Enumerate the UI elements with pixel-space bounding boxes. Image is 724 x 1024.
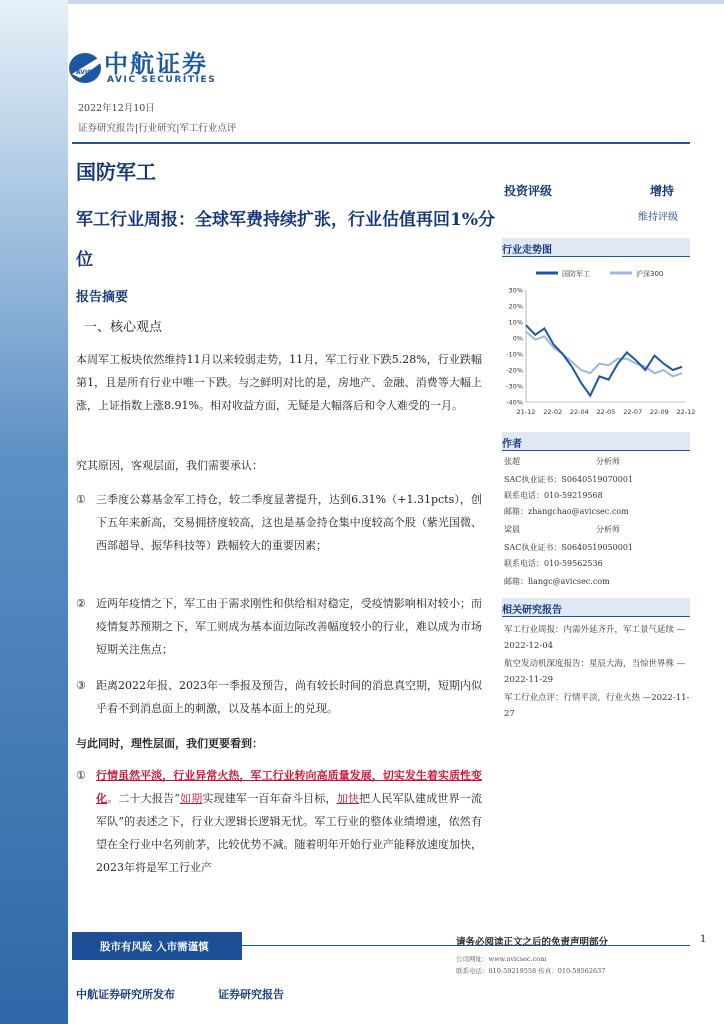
- authors-heading-bg: [502, 432, 690, 450]
- rating-label: 投资评级: [504, 184, 553, 198]
- authors-rule: [502, 450, 690, 451]
- x-tick-label: 22-07: [623, 408, 643, 416]
- page-number: 1: [700, 934, 707, 945]
- author-sac: SAC执业证书：S0640519050001: [504, 543, 634, 552]
- item-text: 近两年疫情之下，军工由于需求刚性和供给相对稳定，受疫情影响相对较小；而疫情复苏预期之下，军工则成为基本面边际改善幅度较小的行业，难以成为市场短期关注焦点；: [96, 597, 482, 656]
- brand-name-cn: 中航证券: [104, 50, 208, 78]
- item-text: 距离2022年报、2023年一季报及预告，尚有较长时间的消息真空期，短期内似乎看不到消息面上的刺激，以及基本面上的兑现。: [96, 679, 482, 715]
- report-date: 2022年12月10日: [78, 103, 155, 114]
- related-report-link[interactable]: 军工行业点评：行情平淡，行业火热 —2022-11-27: [504, 693, 690, 719]
- legend-label: 沪深300: [636, 270, 664, 278]
- disclaimer-title: 请务必阅读正文之后的免责声明部分: [456, 937, 609, 948]
- highlight-text: 加快: [336, 792, 360, 805]
- risk-banner: [72, 932, 242, 960]
- y-tick-label: -40%: [506, 398, 523, 407]
- top-rule: [68, 0, 724, 4]
- risk-banner-text: 股市有风险 入市需谨慎: [100, 941, 209, 953]
- y-tick-label: -20%: [506, 366, 523, 375]
- trend-rule: [502, 256, 690, 257]
- x-tick-label: 22-02: [543, 408, 563, 416]
- author-name: 张超: [504, 457, 520, 466]
- related-report-link[interactable]: 军工行业周报：内需外延齐升，军工景气延续 —2022-12-04: [504, 625, 686, 651]
- item-text-rest: 把人民军队建成世界一流军队”的表述之下，行业大逻辑长逻辑无忧。军工行业的整体业绩增速，依然有望在全行业中名列前茅，比较优势不减。随着明年开始行业产能释放速度加快，2023年将是军工行业产: [96, 792, 482, 874]
- series-line: [526, 325, 682, 395]
- author-phone: 联系电话：010-59562536: [504, 559, 603, 568]
- y-tick-label: 0%: [512, 334, 523, 343]
- rating-sub: 维持评级: [638, 212, 678, 223]
- author-name: 梁晨: [504, 525, 520, 534]
- y-tick-label: -30%: [506, 382, 523, 391]
- highlight-text: 如期: [179, 792, 203, 805]
- highlight-text: 行情虽然平淡，行业异常火热，军工行业转向高质量发展，切实发生着实质性变化: [96, 769, 482, 805]
- report-title: 军工行业周报：全球军费持续扩张，行业估值再回1%分位: [76, 210, 495, 270]
- summary-heading: 报告摘要: [76, 290, 129, 305]
- contact-phone: 联系电话：010-59219558 传真：010-59562637: [456, 967, 606, 975]
- item-text: [96, 764, 482, 879]
- core-heading: 一、核心观点: [84, 320, 163, 335]
- paragraph-3: 与此同时，理性层面，我们更要看到：: [76, 737, 263, 750]
- author-role: 分析师: [596, 525, 620, 534]
- author-email[interactable]: 邮箱：liangc@avicsec.com: [504, 577, 610, 586]
- legend-label: 国防军工: [562, 270, 590, 278]
- author-role: 分析师: [596, 457, 620, 466]
- sector-title: 国防军工: [76, 160, 156, 184]
- author-phone: 联系电话：010-59219568: [504, 491, 603, 500]
- footer-publisher: 中航证券研究所发布: [76, 988, 175, 1001]
- y-tick-label: 30%: [508, 286, 523, 295]
- paragraph-1: 本周军工板块依然维持11月以来较弱走势，11月，军工行业下跌5.28%，行业跌幅第1，且是所有行业中唯一下跌。与之鲜明对比的是，房地产、金融、消费等大幅上涨，上证指数上涨8.91%。相对收益方面，无疑是大幅落后和令人难受的一月。: [76, 353, 482, 412]
- x-tick-label: 21-12: [516, 408, 536, 416]
- item-text: 三季度公募基金军工持仓，较二季度显著提升，达到6.31%（+1.31pcts），创下五年来新高，交易拥挤度较高，这也是基金持仓集中度较高个股（紫光国微、西部超导、振华科技等）跌幅较大的重要因素；: [96, 493, 482, 552]
- trend-heading: 行业走势图: [502, 245, 552, 256]
- item-text-mid: 。二十大报告“: [107, 792, 180, 805]
- item-text-mid: 实现建军一百年奋斗目标，: [202, 792, 337, 805]
- brand-name-en: AVIC SECURITIES: [107, 75, 217, 85]
- x-tick-label: 22-04: [569, 408, 589, 416]
- item-number: ①: [76, 493, 86, 506]
- authors-heading: 作者: [502, 439, 522, 450]
- item-number: ③: [76, 679, 86, 692]
- footer-type: 证券研究报告: [218, 988, 284, 1001]
- x-tick-label: 22-05: [596, 408, 616, 416]
- related-rule: [502, 616, 690, 617]
- y-tick-label: 10%: [508, 318, 523, 327]
- breadcrumb: 证券研究报告|行业研究|军工行业点评: [78, 123, 237, 134]
- y-tick-label: 20%: [508, 302, 523, 311]
- item-number: ②: [76, 597, 86, 610]
- left-accent-bar: [0, 0, 68, 1024]
- y-tick-label: -10%: [506, 350, 523, 359]
- rating-value: 增持: [650, 184, 675, 198]
- author-sac: SAC执业证书：S0640519070001: [504, 475, 634, 484]
- related-report-link[interactable]: 航空发动机深度报告：星辰大海，当惊世界殊 —2022-11-29: [504, 659, 686, 685]
- industry-trend-chart: [500, 262, 696, 422]
- header-rule: [72, 142, 690, 144]
- author-email[interactable]: 邮箱：zhangchao@avicsec.com: [504, 507, 629, 516]
- paragraph-2: 究其原因，客观层面，我们需要承认：: [76, 459, 263, 472]
- related-heading: 相关研究报告: [502, 605, 562, 616]
- contact-website: 公司网址：www.avicsec.com: [456, 955, 547, 963]
- x-tick-label: 22-09: [649, 408, 669, 416]
- logo-avic-text: AVIC: [76, 69, 92, 76]
- item-number: ①: [76, 769, 86, 782]
- x-tick-label: 22-12: [676, 408, 696, 416]
